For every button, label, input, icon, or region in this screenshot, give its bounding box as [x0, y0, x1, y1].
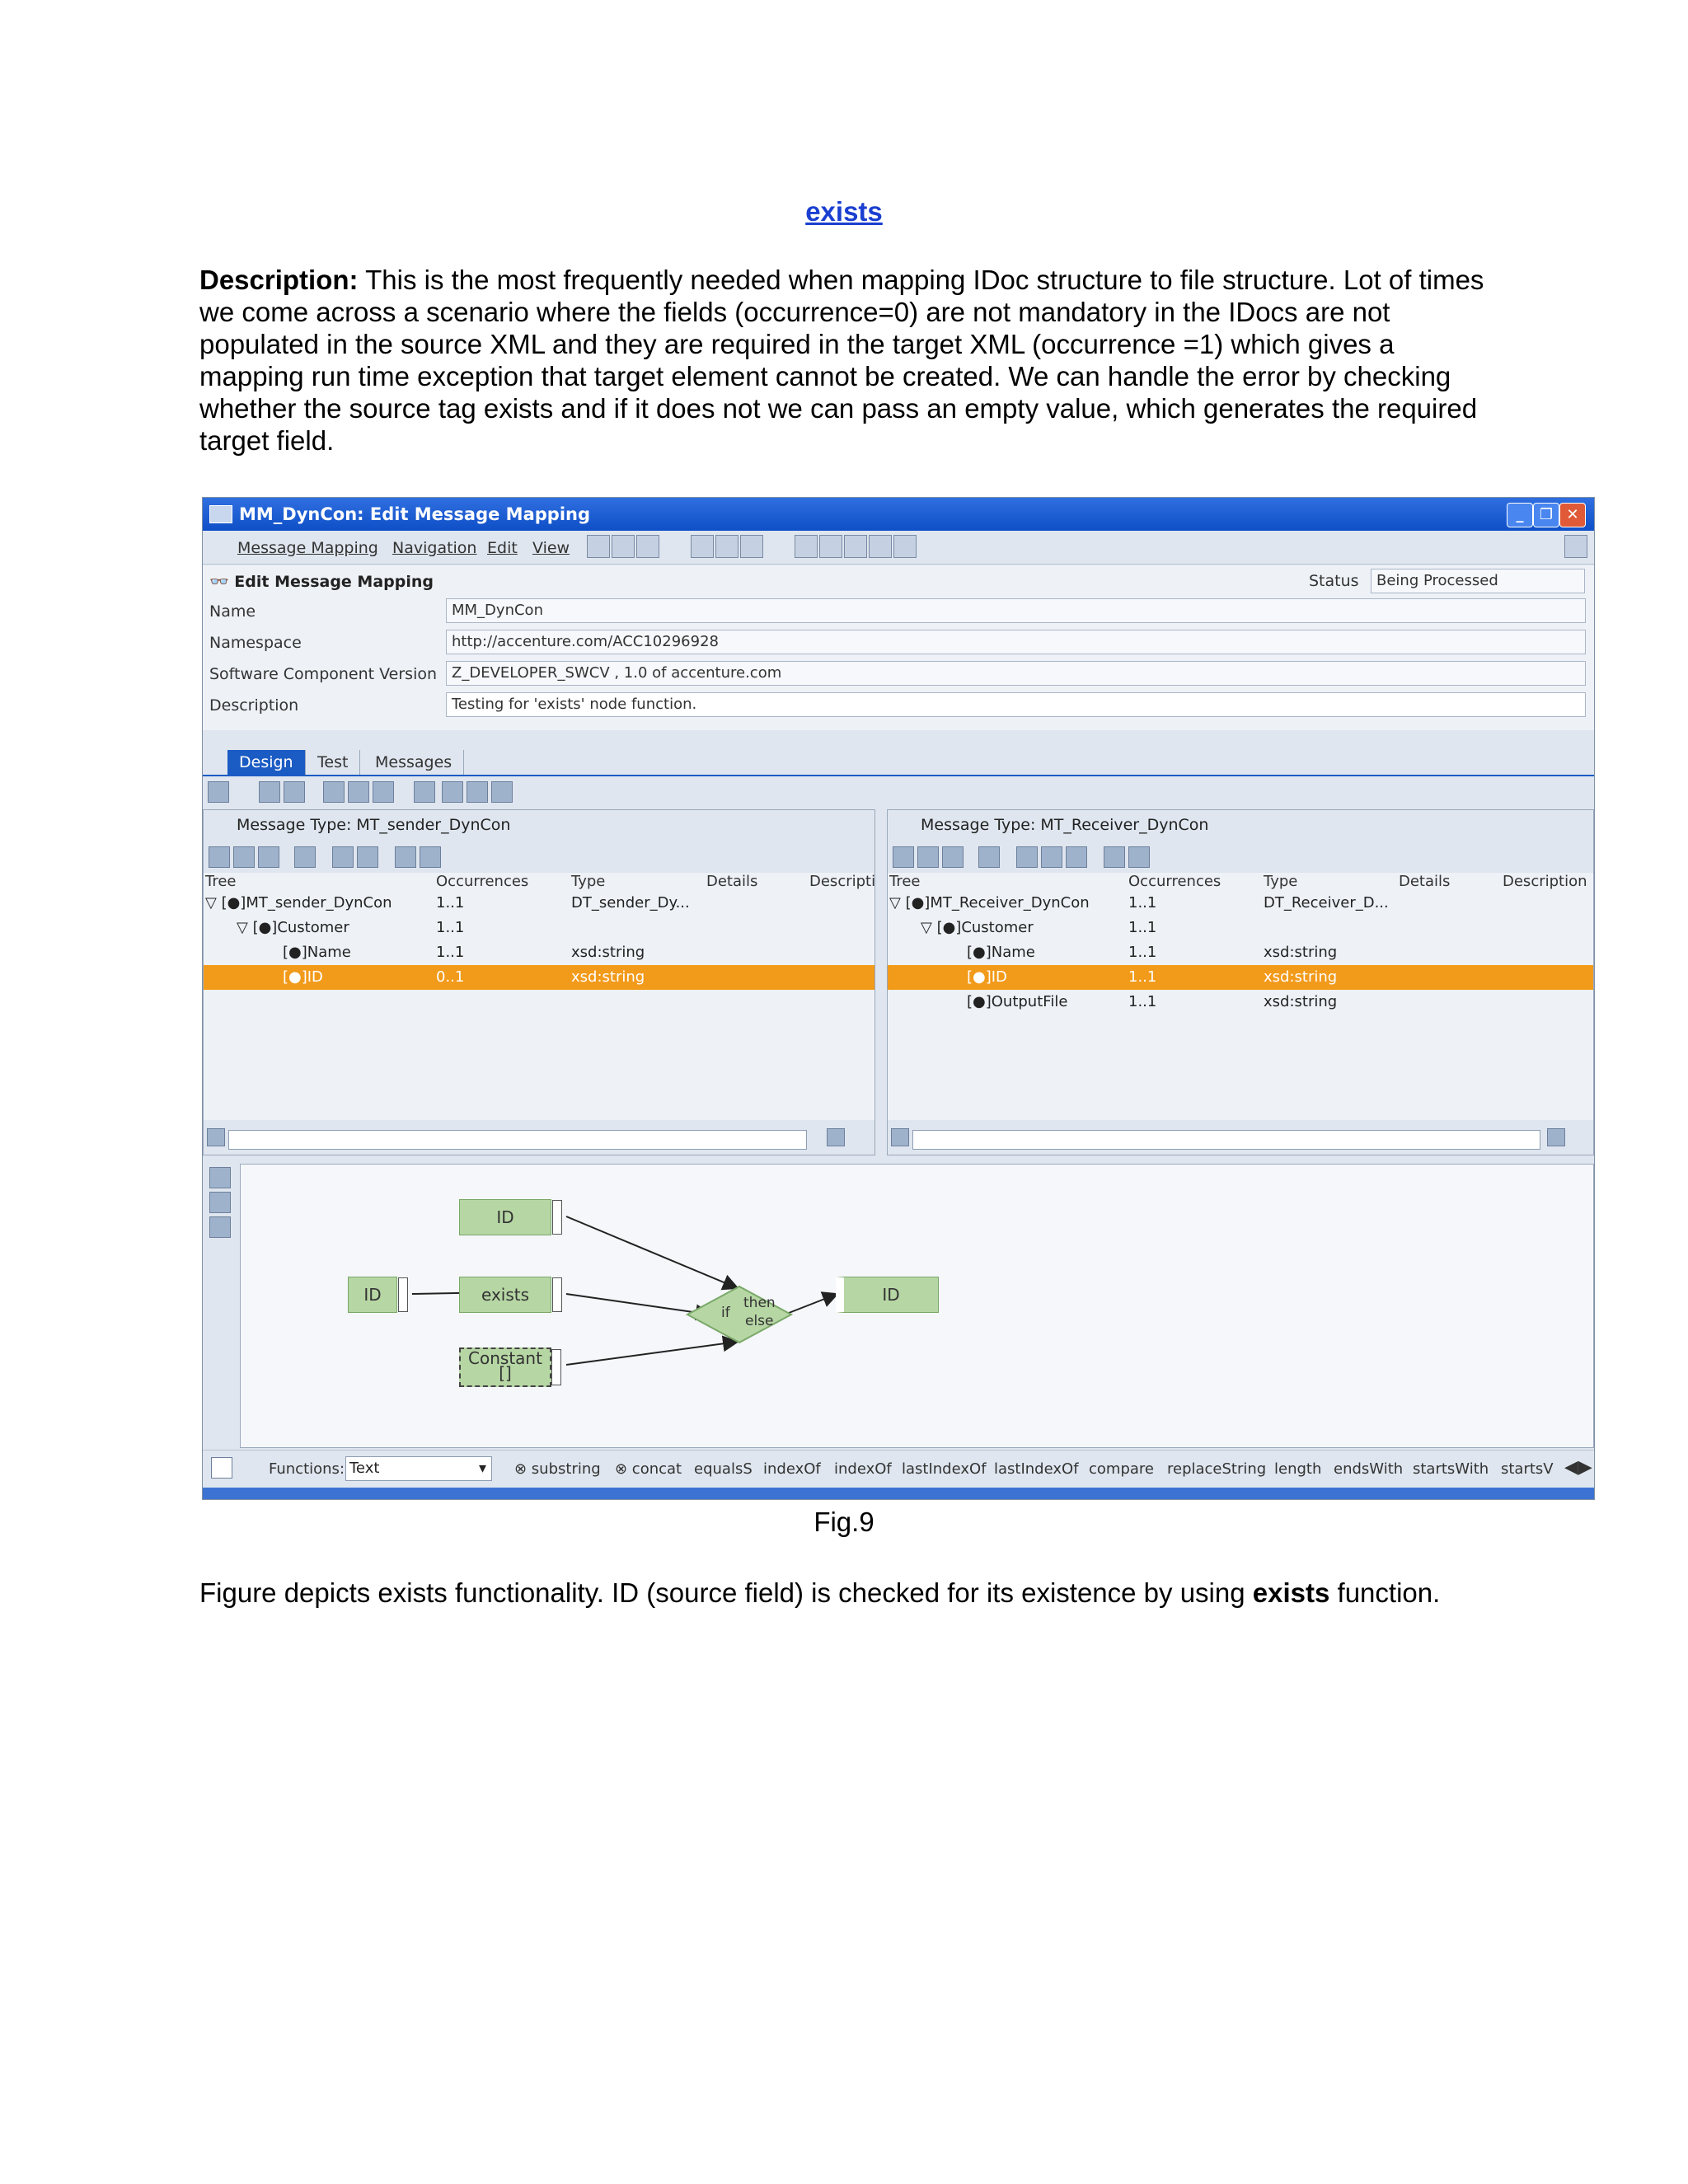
app-icon	[209, 505, 232, 523]
source-horizontal-scrollbar[interactable]	[228, 1130, 807, 1150]
status-bar	[203, 1488, 1594, 1499]
target-horizontal-scrollbar[interactable]	[912, 1130, 1540, 1150]
chevron-down-icon: ▾	[478, 1460, 486, 1477]
figure-explanation	[199, 1577, 1551, 1609]
target-tree-grid	[888, 873, 1593, 1120]
close-icon[interactable]: ✕	[1559, 503, 1586, 527]
document-icon[interactable]	[1066, 846, 1087, 868]
section-heading[interactable]: exists	[805, 196, 883, 227]
tree-node: [●]OutputFile	[967, 993, 1068, 1010]
col-details: Details	[1399, 873, 1451, 890]
type-cell: DT_sender_Dy...	[571, 894, 690, 912]
type-cell: xsd:string	[1264, 944, 1338, 961]
target-structure-pane	[887, 809, 1594, 1155]
tree-node: [●]Name	[283, 944, 351, 961]
name-label: Name	[209, 602, 256, 621]
col-occurrences: Occurrences	[1128, 873, 1221, 890]
tree-node: ▽ [●]MT_sender_DynCon	[205, 894, 392, 912]
node-label: ID	[496, 1207, 514, 1227]
connector	[785, 1294, 837, 1315]
add-node-icon[interactable]	[332, 846, 354, 868]
occurrence-cell: 1..1	[1128, 944, 1157, 961]
functions-category-select[interactable]	[345, 1456, 492, 1481]
else-label: else	[745, 1313, 774, 1329]
tab-design[interactable]: Design	[227, 750, 306, 775]
occurrence-cell: 1..1	[1128, 919, 1157, 936]
functions-bar	[203, 1450, 1594, 1487]
expand-icon[interactable]	[942, 846, 964, 868]
node-port	[398, 1277, 408, 1312]
occurrence-cell: 1..1	[1128, 968, 1157, 986]
menu-message-mapping[interactable]: Message Mapping	[237, 539, 378, 557]
description-paragraph	[199, 264, 1485, 457]
section-title	[209, 572, 434, 591]
function-equalss[interactable]: equalsS	[694, 1460, 753, 1478]
tab-messages[interactable]: Messages	[363, 750, 464, 775]
check-icon[interactable]	[740, 535, 763, 558]
table-row-selected[interactable]	[204, 965, 874, 990]
tree-node: [●]Name	[967, 944, 1035, 961]
namespace-field[interactable]: http://accenture.com/ACC10296928	[446, 630, 1586, 654]
hide-node-icon[interactable]	[357, 846, 378, 868]
tree-node: [●]ID	[283, 968, 323, 986]
window-titlebar	[203, 498, 1594, 531]
footer-text: Figure depicts exists functionality. ID (source field) is checked for its existence by using	[199, 1577, 1253, 1608]
activate-icon[interactable]	[715, 535, 738, 558]
scroll-functions-icon[interactable]: ◀▶	[1564, 1457, 1592, 1478]
col-occurrences: Occurrences	[436, 873, 529, 890]
source-structure-pane	[203, 809, 875, 1155]
target-icon[interactable]	[323, 781, 345, 803]
col-type: Type	[1264, 873, 1298, 890]
table-icon[interactable]	[373, 781, 394, 803]
tab-strip	[203, 743, 1594, 777]
new-document-icon[interactable]	[211, 1457, 232, 1479]
hide-node-icon[interactable]	[1041, 846, 1062, 868]
binoculars-icon[interactable]	[1104, 846, 1125, 868]
node-label: exists	[481, 1285, 530, 1305]
occurrence-cell: 1..1	[436, 919, 465, 936]
copy-icon[interactable]	[636, 535, 659, 558]
type-cell: DT_Receiver_D...	[1264, 894, 1389, 912]
scroll-left-icon[interactable]	[891, 1128, 909, 1146]
function-indexof-2[interactable]: indexOf	[834, 1460, 892, 1478]
add-node-icon[interactable]	[1016, 846, 1038, 868]
swcv-field[interactable]: Z_DEVELOPER_SWCV , 1.0 of accenture.com	[446, 661, 1586, 686]
description-label: Description	[209, 696, 299, 715]
dependencies-icon[interactable]	[259, 781, 280, 803]
tree-node: ▽ [●]Customer	[237, 919, 349, 936]
image-icon[interactable]	[209, 1216, 231, 1238]
source-tree-grid	[204, 873, 874, 1120]
table-row[interactable]	[888, 891, 1593, 916]
then-label: then	[743, 1295, 776, 1311]
function-concat[interactable]: ⊗ concat	[615, 1460, 682, 1478]
col-tree: Tree	[205, 873, 237, 890]
function-startsv[interactable]: startsV	[1501, 1460, 1554, 1478]
selected-category: Text	[349, 1460, 380, 1477]
connector	[566, 1342, 738, 1365]
binoculars-icon[interactable]	[395, 846, 416, 868]
function-lastindexof-2[interactable]: lastIndexOf	[994, 1460, 1079, 1478]
node-port	[552, 1200, 562, 1235]
col-type: Type	[571, 873, 606, 890]
scroll-right-icon[interactable]	[827, 1128, 845, 1146]
table-row-selected[interactable]	[888, 965, 1593, 990]
window-title: MM_DynCon: Edit Message Mapping	[239, 504, 590, 524]
type-cell: xsd:string	[1264, 993, 1338, 1010]
document-icon[interactable]	[348, 781, 369, 803]
function-startswith[interactable]: startsWith	[1413, 1460, 1489, 1478]
occurrence-cell: 1..1	[436, 894, 465, 912]
type-cell: xsd:string	[1264, 968, 1338, 986]
function-replacestring[interactable]: replaceString	[1167, 1460, 1267, 1478]
mapping-canvas[interactable]	[240, 1164, 1594, 1448]
description-text: This is the most frequently needed when mapping IDoc structure to file structure. Lot of times we come across a scenario where the fields (occurrence=0) are not mandatory in the IDocs are not populated in the source XML and they are required in the target XML (occurrence =1) which gives a mapping run time exception that target element cannot be created. We can handle the error by checking whether the source tag exists and if it does not we can pass an empty value, which generates the required target field.	[199, 265, 1484, 456]
restore-icon[interactable]: ❐	[1533, 503, 1559, 527]
constant-value: []	[499, 1363, 512, 1383]
grid-icon[interactable]	[233, 846, 255, 868]
minimize-icon[interactable]: _	[1507, 503, 1533, 527]
function-length[interactable]: length	[1274, 1460, 1322, 1478]
table-row[interactable]	[888, 916, 1593, 940]
type-cell: xsd:string	[571, 968, 645, 986]
table-row[interactable]	[204, 940, 874, 965]
figure-caption: Fig.9	[814, 1507, 874, 1537]
functions-label: Functions:	[269, 1460, 345, 1478]
occurrence-cell: 1..1	[436, 944, 465, 961]
menu-view[interactable]: View	[532, 539, 570, 557]
pencil-icon[interactable]	[209, 1167, 231, 1188]
layout-icon[interactable]	[414, 781, 435, 803]
filter-icon[interactable]	[978, 846, 1000, 868]
col-tree: Tree	[889, 873, 921, 890]
table-row[interactable]	[204, 916, 874, 940]
pin-icon[interactable]	[1564, 535, 1587, 558]
occurrence-cell: 0..1	[436, 968, 465, 986]
node-label: Constant	[468, 1348, 542, 1368]
scroll-left-icon[interactable]	[207, 1128, 225, 1146]
print-icon[interactable]	[844, 535, 867, 558]
filter-icon[interactable]	[294, 846, 316, 868]
footer-bold-term: exists	[1252, 1577, 1330, 1608]
sap-window	[202, 497, 1595, 1500]
exists-function-node[interactable]	[459, 1277, 551, 1313]
type-cell: xsd:string	[571, 944, 645, 961]
namespace-label: Namespace	[209, 634, 302, 652]
text-icon[interactable]	[209, 1192, 231, 1213]
expand-icon[interactable]	[258, 846, 279, 868]
move-icon[interactable]	[442, 781, 463, 803]
target-id-node[interactable]	[836, 1277, 939, 1313]
description-label: Description:	[199, 265, 359, 295]
back-icon[interactable]	[795, 535, 818, 558]
name-field[interactable]: MM_DynCon	[446, 598, 1586, 623]
node-label: ID	[363, 1285, 382, 1305]
node-port	[551, 1349, 561, 1385]
refresh-icon[interactable]	[420, 846, 441, 868]
info-icon[interactable]	[691, 535, 714, 558]
edit-toggle-icon[interactable]	[587, 535, 610, 558]
col-description: Descripti	[809, 873, 876, 890]
footer-text-end: function.	[1329, 1577, 1441, 1608]
glasses-icon: 👓	[209, 573, 229, 591]
connector	[566, 1216, 738, 1288]
source-pane-header: Message Type: MT_sender_DynCon	[237, 816, 511, 834]
description-field[interactable]: Testing for 'exists' node function.	[446, 692, 1586, 717]
header-form	[203, 565, 1594, 730]
node-port	[552, 1277, 562, 1312]
function-endswith[interactable]: endsWith	[1334, 1460, 1404, 1478]
help-icon[interactable]	[208, 781, 229, 803]
if-label: if	[721, 1305, 730, 1321]
id-node-top[interactable]	[459, 1199, 551, 1235]
menu-bar	[203, 531, 1594, 565]
status-value: Being Processed	[1371, 569, 1585, 593]
target-pane-toolbar	[888, 841, 1593, 871]
where-used-icon[interactable]	[893, 535, 917, 558]
source-id-node[interactable]	[348, 1277, 397, 1313]
function-compare[interactable]: compare	[1089, 1460, 1154, 1478]
tree-node: [●]ID	[967, 968, 1007, 986]
section-title-text: Edit Message Mapping	[234, 573, 434, 591]
source-pane-toolbar	[204, 841, 874, 871]
table-row[interactable]	[888, 940, 1593, 965]
function-indexof[interactable]: indexOf	[763, 1460, 821, 1478]
col-description: Description	[1503, 873, 1587, 890]
grid-icon[interactable]	[917, 846, 939, 868]
fit-icon[interactable]	[491, 781, 513, 803]
constant-node[interactable]	[459, 1347, 551, 1387]
if-then-else-diamond[interactable]	[687, 1286, 791, 1343]
refresh-icon[interactable]	[1128, 846, 1150, 868]
col-details: Details	[706, 873, 758, 890]
tree-icon[interactable]	[893, 846, 914, 868]
menu-edit[interactable]: Edit	[487, 539, 518, 557]
tab-test[interactable]: Test	[306, 750, 360, 775]
function-lastindexof[interactable]: lastIndexOf	[902, 1460, 987, 1478]
scroll-right-icon[interactable]	[1547, 1128, 1565, 1146]
menu-navigation[interactable]: Navigation	[392, 539, 477, 557]
connector	[566, 1294, 710, 1315]
windows-icon[interactable]	[467, 781, 488, 803]
table-row[interactable]	[204, 891, 874, 916]
status-label: Status	[1309, 572, 1359, 590]
occurrence-cell: 1..1	[1128, 993, 1157, 1010]
delete-icon[interactable]	[284, 781, 305, 803]
node-label: ID	[882, 1285, 900, 1305]
tree-node: ▽ [●]Customer	[921, 919, 1034, 936]
occurrence-cell: 1..1	[1128, 894, 1157, 912]
table-row[interactable]	[888, 990, 1593, 1015]
tree-node: ▽ [●]MT_Receiver_DynCon	[889, 894, 1090, 912]
save-icon[interactable]	[612, 535, 635, 558]
display-icon[interactable]	[869, 535, 892, 558]
design-toolbar	[203, 776, 1594, 808]
function-substring[interactable]: ⊗ substring	[514, 1460, 601, 1478]
target-pane-header: Message Type: MT_Receiver_DynCon	[921, 816, 1209, 834]
tree-icon[interactable]	[209, 846, 230, 868]
swcv-label: Software Component Version	[209, 665, 438, 683]
forward-icon[interactable]	[819, 535, 842, 558]
